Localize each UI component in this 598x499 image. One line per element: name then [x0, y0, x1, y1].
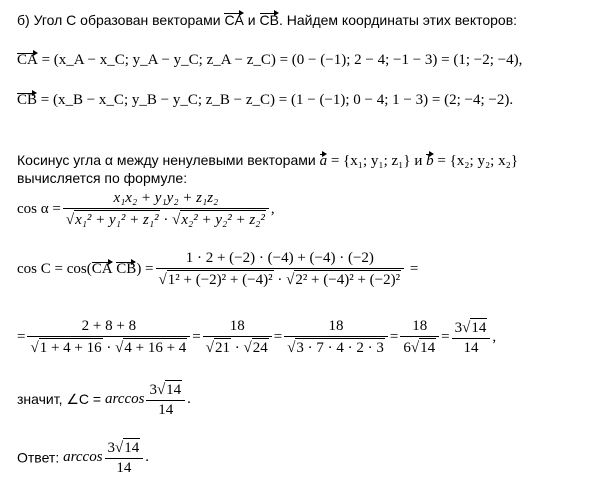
- cos-alpha-lhs: cos α =: [17, 201, 61, 217]
- intro-prefix: б) Угол C образован векторами: [17, 12, 225, 28]
- intro-suffix: . Найдем координаты этих векторов:: [278, 12, 518, 28]
- intro-line: [17, 12, 517, 28]
- simplify-fraction-3: $\frac{18}{√3 \cdot 7 \cdot 4 \cdot 2 \cdot 3}$: [284, 318, 388, 357]
- cos-c-numerator: 1 · 2 + (−2) · (−4) + (−4) · (−2): [156, 250, 405, 269]
- cos-alpha-denominator: √x₁² + y₁² + z₁² · √x₂² + y₂² + z₂²: [65, 212, 265, 228]
- formula-intro-text: Косинус угла α между ненулевыми векторами: [17, 152, 320, 168]
- vector-b-set: = {x₂; y₂; x₂}: [433, 153, 519, 169]
- cos-c-denominator: √1² + (−2)² + (−4)² · √2² + (−4)² + (−2)²: [158, 272, 401, 288]
- answer-line: Ответ: arccos $\frac{3√14}{14}$ .: [17, 440, 150, 476]
- cos-c-formula: cos C = cos(CA CB) = $\frac{1 \cdot 2 + (-2) \cdot (-4) + (-4) \cdot (-2)}{\text{√1² + (−2)² + (−4)² · √2² + (−4)² + (−2)²}}$ =: [17, 250, 419, 288]
- vector-cb: CB: [259, 12, 279, 28]
- cb-coordinates-line: [17, 92, 513, 109]
- conclusion-line: значит, ∠C = arccos $\frac{3√14}{14}$ .: [17, 382, 191, 418]
- intro-mid: и: [243, 12, 260, 28]
- vector-ca: CA: [224, 12, 244, 28]
- formula-intro-text-2: вычисляется по формуле:: [17, 170, 188, 186]
- cos-alpha-numerator: x₁x₂ + y₁y₂ + z₁z₂: [63, 190, 269, 209]
- simplify-fraction-2: $\frac{18}{√21 \cdot √24}$: [203, 318, 272, 357]
- vector-a-set: = {x₁; y₁; z₁} и: [327, 153, 427, 169]
- conclusion-fraction: $\frac{3√14}{14}$: [146, 380, 185, 419]
- formula-intro-line-2: [17, 170, 187, 186]
- answer-label: Ответ:: [17, 449, 64, 466]
- answer-fraction: $\frac{3√14}{14}$: [105, 438, 144, 477]
- vector-a: a: [319, 153, 328, 169]
- sqrt-b: √x₂² + y₂² + z₂²: [172, 212, 265, 228]
- cb-expression: = (x_B − x_C; y_B − y_C; z_B − z_C) = (1 − (−1); 0 − 4; 1 − 3) = (2; −4; −2).: [37, 92, 514, 108]
- cos-alpha-formula: cos α = $\frac{\text{x₁x₂ + y₁y₂ + z₁z₂}}{\text{√x₁² + y₁² + z₁² · √x₂² + y₂² + z₂²}}$ ,: [17, 190, 275, 228]
- simplify-fraction-1: $\frac{2 + 8 + 8}{√1 + 4 + 16 \cdot √4 + 16 + 4}$: [27, 318, 190, 357]
- formula-intro-line: [17, 152, 518, 170]
- vector-ca-label: CA: [17, 52, 38, 68]
- simplify-fraction-5: $\frac{3√14}{14}$: [452, 318, 491, 357]
- ca-expression: = (x_A − x_C; y_A − y_C; z_A − z_C) = (0 − (−1); 2 − 4; −1 − 3) = (1; −2; −4),: [37, 52, 523, 68]
- cos-c-lhs: cos C = cos(CA CB) =: [17, 261, 154, 277]
- ca-coordinates-line: [17, 52, 522, 69]
- vector-b: b: [426, 153, 434, 169]
- sqrt-a: √x₁² + y₁² + z₁²: [65, 212, 159, 228]
- cos-c-fraction: [156, 250, 405, 289]
- vector-cb-label: CB: [17, 92, 38, 108]
- answer-function: arccos: [63, 449, 103, 465]
- simplify-fraction-4: $\frac{18}{6√14}$: [400, 318, 439, 357]
- simplification-chain: = $\frac{2 + 8 + 8}{√1 + 4 + 16 \cdot √4 + 16 + 4}$ = $\frac{18}{√21 \cdot √24}$ = $\frac{18}{√3 \cdot 7 \cdot 4 \cdot 2 \cdot 3}$ = $\frac{18}{6√14}$ = $\frac{3√14}{14}$ ,: [17, 318, 497, 356]
- cos-alpha-fraction: [63, 190, 269, 229]
- conclusion-text: значит, ∠C =: [17, 391, 105, 407]
- conclusion-function: arccos: [105, 391, 145, 407]
